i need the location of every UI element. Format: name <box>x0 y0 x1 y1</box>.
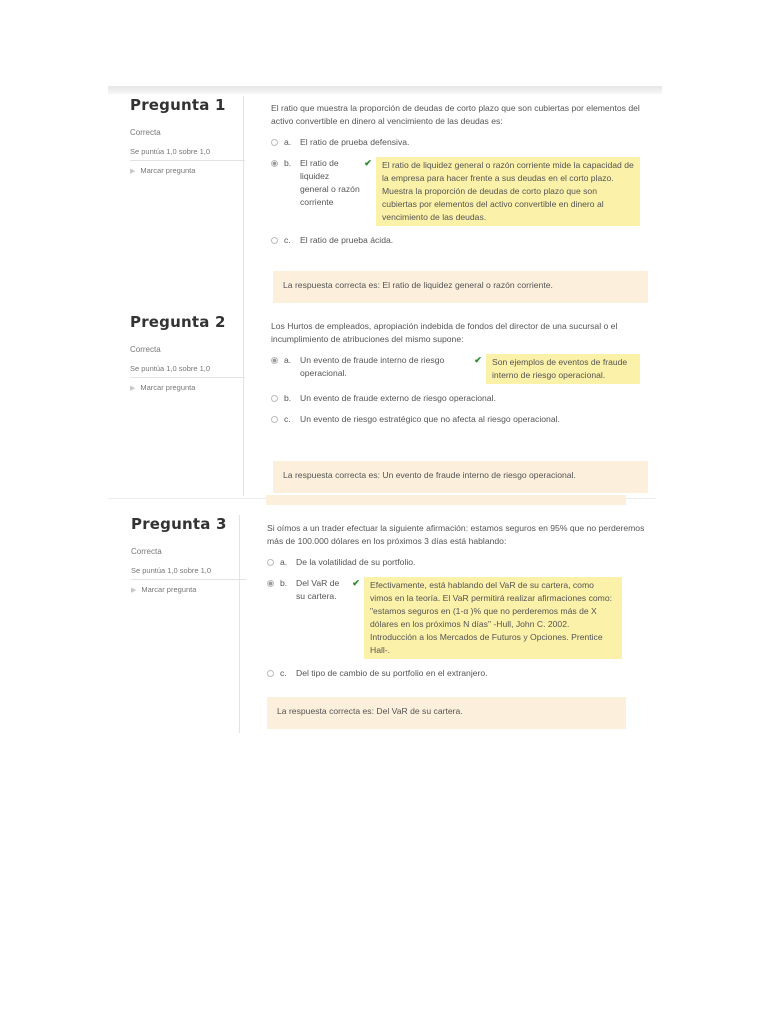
check-icon: ✔ <box>474 355 482 365</box>
answer-letter: a. <box>284 137 292 147</box>
radio-button[interactable] <box>271 395 278 402</box>
answer-feedback: Efectivamente, está hablando del VaR de su cartera, como vimos en la teoría. El VaR permitirá realizar afirmaciones como: "estamos seguros en (1-α )% que no perderemos más de X dólares en los próximos N días" -Hull, John C. 2002. Introducción a los Mercados de Futuros y Opciones. Prentice Hall-. <box>364 577 622 659</box>
right-answer-box: La respuesta correcta es: El ratio de liquidez general o razón corriente. <box>273 271 648 303</box>
answer-feedback: El ratio de liquidez general o razón corriente mide la capacidad de la empresa para hacer frente a sus deudas en el corto plazo. Muestra la proporción de deudas de corto plazo que son cubiertas por elementos del activo convertible en dinero al vencimiento de las deudas. <box>376 157 640 226</box>
radio-button-selected[interactable] <box>271 160 278 167</box>
radio-button[interactable] <box>267 559 274 566</box>
question-grade: Se puntúa 1,0 sobre 1,0 <box>131 566 246 580</box>
flag-question-label: Marcar pregunta <box>140 166 196 175</box>
answer-text: Un evento de fraude interno de riesgo operacional. <box>300 355 445 378</box>
radio-button[interactable] <box>271 237 278 244</box>
answer-letter: c. <box>284 235 291 245</box>
question-text: Si oímos a un trader efectuar la siguiente afirmación: estamos seguros en 95% que no perderemos más de 100.000 dólares en los próximos 3 días está hablando: <box>267 523 645 546</box>
answer-letter: c. <box>280 668 287 678</box>
flag-icon: ▶ <box>130 167 136 175</box>
right-answer-box: La respuesta correcta es: Del VaR de su cartera. <box>267 697 626 729</box>
question-info <box>131 515 246 594</box>
answer-letter: b. <box>284 158 292 168</box>
answer-text: El ratio de prueba defensiva. <box>300 137 410 147</box>
right-answer-box: La respuesta correcta es: Un evento de fraude interno de riesgo operacional. <box>273 461 648 493</box>
flag-question-label: Marcar pregunta <box>141 585 197 594</box>
page-break-strip <box>266 495 626 505</box>
check-icon: ✔ <box>352 578 360 588</box>
question-grade: Se puntúa 1,0 sobre 1,0 <box>130 364 245 378</box>
question-title: Pregunta 2 <box>130 313 226 331</box>
page-top-bar <box>108 86 662 94</box>
question-state: Correcta <box>130 345 161 354</box>
radio-button[interactable] <box>267 670 274 677</box>
answer-letter: b. <box>284 393 292 403</box>
flag-question-button[interactable] <box>131 585 246 594</box>
answer-option-a[interactable] <box>267 556 649 569</box>
answer-option-b[interactable] <box>267 577 649 659</box>
question-info <box>130 313 245 392</box>
answer-text: Del VaR de su cartera. <box>296 578 340 601</box>
radio-button[interactable] <box>271 416 278 423</box>
answer-option-a[interactable] <box>271 354 648 384</box>
answer-option-a[interactable] <box>271 136 648 149</box>
question-state: Correcta <box>131 547 162 556</box>
radio-button[interactable] <box>271 139 278 146</box>
answer-text: El ratio de liquidez general o razón corriente <box>300 158 360 207</box>
answer-text: De la volatilidad de su portfolio. <box>296 557 416 567</box>
question-title: Pregunta 1 <box>130 96 226 114</box>
question-text: Los Hurtos de empleados, apropiación indebida de fondos del director de una sucursal o el incumplimiento de atribuciones del mismo supone: <box>271 321 618 344</box>
answer-text: Un evento de riesgo estratégico que no afecta al riesgo operacional. <box>300 414 560 424</box>
answer-option-c[interactable] <box>271 413 648 426</box>
answer-letter: c. <box>284 414 291 424</box>
answer-text: Un evento de fraude externo de riesgo operacional. <box>300 393 496 403</box>
answer-letter: a. <box>284 355 292 365</box>
question-grade: Se puntúa 1,0 sobre 1,0 <box>130 147 245 161</box>
check-icon: ✔ <box>364 158 372 168</box>
flag-icon: ▶ <box>130 384 136 392</box>
answer-text: Del tipo de cambio de su portfolio en el extranjero. <box>296 668 488 678</box>
flag-icon: ▶ <box>131 586 137 594</box>
radio-button-selected[interactable] <box>267 580 274 587</box>
answer-text: El ratio de prueba ácida. <box>300 235 394 245</box>
answer-option-b[interactable] <box>271 392 648 405</box>
question-text: El ratio que muestra la proporción de deudas de corto plazo que son cubiertas por elementos del activo convertible en dinero al vencimiento de las deudas es: <box>271 103 640 126</box>
flag-question-label: Marcar pregunta <box>140 383 196 392</box>
answer-letter: a. <box>280 557 288 567</box>
question-info <box>130 96 245 175</box>
question-state: Correcta <box>130 128 161 137</box>
answer-option-b[interactable] <box>271 157 648 226</box>
answer-feedback: Son ejemplos de eventos de fraude interno de riesgo operacional. <box>486 354 640 384</box>
question-title: Pregunta 3 <box>131 515 227 533</box>
answer-letter: b. <box>280 578 288 588</box>
answer-option-c[interactable] <box>271 234 648 247</box>
answer-option-c[interactable] <box>267 667 649 680</box>
radio-button-selected[interactable] <box>271 357 278 364</box>
flag-question-button[interactable] <box>130 166 245 175</box>
flag-question-button[interactable] <box>130 383 245 392</box>
